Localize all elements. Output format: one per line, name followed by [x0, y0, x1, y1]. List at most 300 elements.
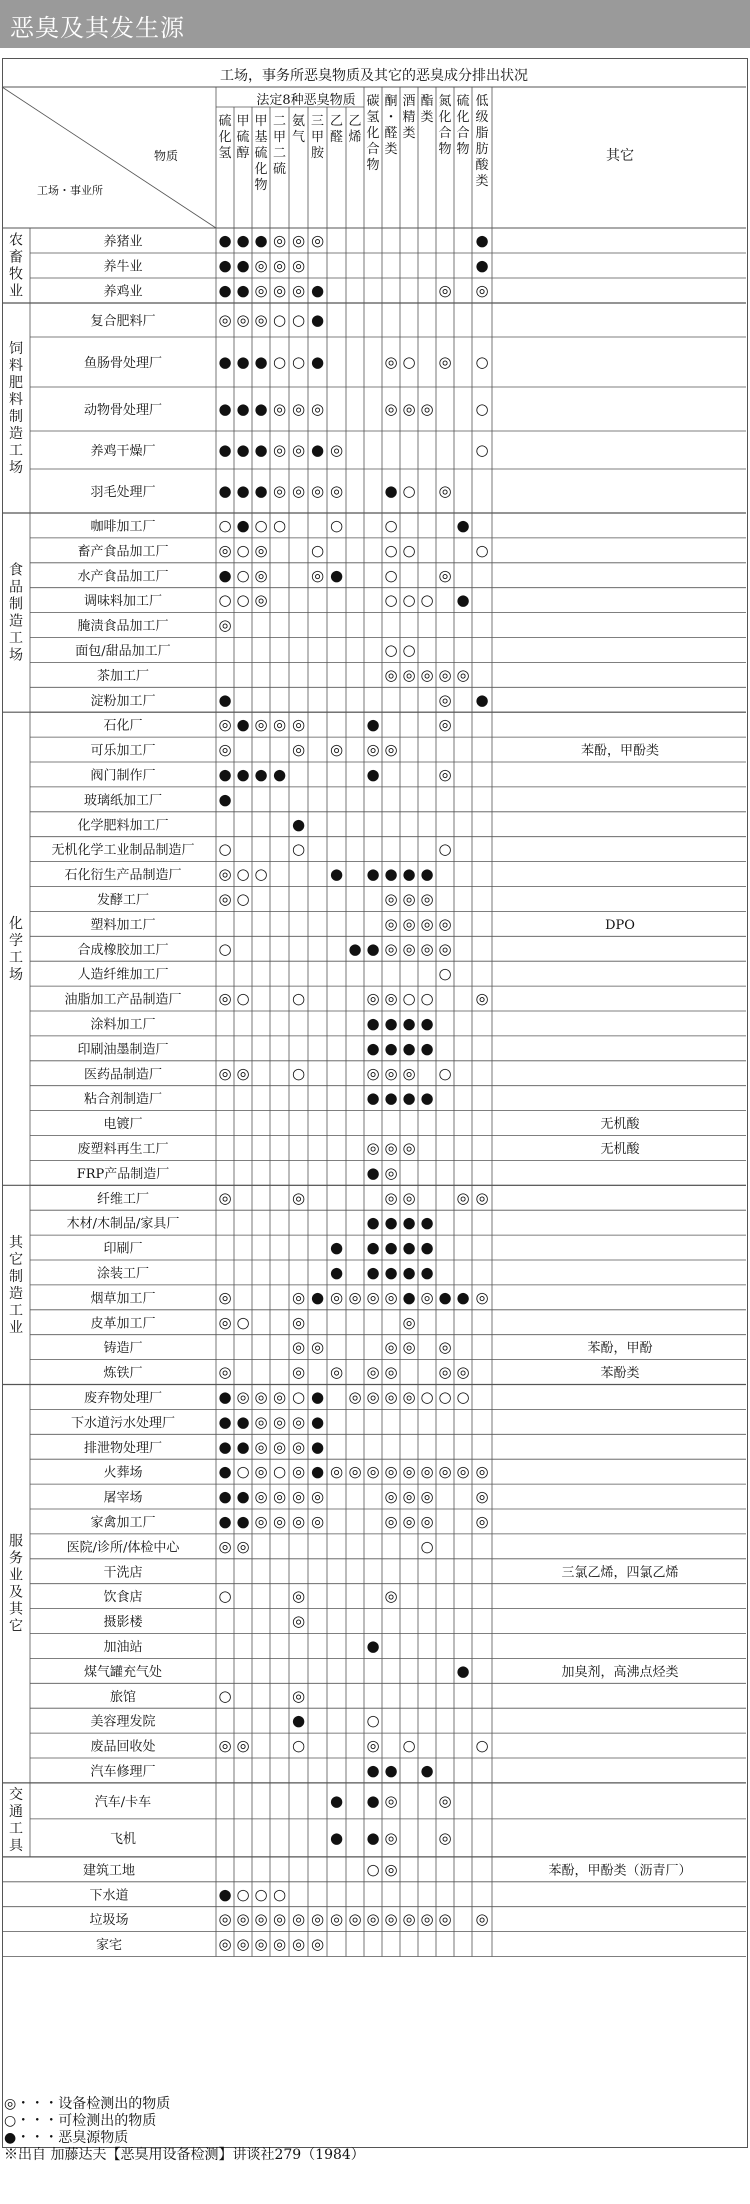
- cell-mark: ◎: [366, 1363, 380, 1382]
- cell-mark: ◎: [384, 400, 398, 418]
- cell-mark: ◎: [420, 939, 434, 958]
- cell-mark: ○: [218, 1587, 232, 1606]
- cell-mark: ●: [456, 591, 470, 610]
- cell-mark: ●: [402, 1263, 416, 1282]
- cell-mark: ◎: [254, 1462, 268, 1481]
- cell-mark: ○: [420, 591, 434, 610]
- cell-mark: ○: [291, 840, 306, 859]
- cell-mark: ◎: [366, 1910, 380, 1929]
- cell-mark: ○: [236, 541, 250, 560]
- cell-mark: ●: [438, 1288, 452, 1307]
- cell-mark: ●: [384, 865, 398, 884]
- cell-mark: ◎: [384, 889, 398, 908]
- cell-mark: ◎: [291, 1412, 306, 1431]
- cell-mark: ●: [420, 1213, 434, 1232]
- legend: [4, 2096, 744, 2164]
- row-label: 炼铁厂: [103, 1366, 143, 1382]
- cell-mark: ◎: [291, 1338, 306, 1357]
- cell-mark: ◎: [475, 1512, 489, 1531]
- row-label: 阀门制作厂: [90, 768, 156, 784]
- cell-mark: ◎: [236, 1064, 250, 1083]
- cell-mark: ●: [310, 1437, 325, 1456]
- cell-mark: ●: [475, 231, 489, 250]
- legend-detectable: ○・・・可检测出的物质: [4, 2113, 157, 2129]
- cell-mark: ◎: [310, 566, 325, 585]
- cell-mark: ○: [402, 1736, 416, 1755]
- cell-mark: ◎: [310, 1910, 325, 1929]
- cell-mark: ◎: [384, 914, 398, 933]
- cell-mark: ◎: [291, 1487, 306, 1506]
- row-label: 电镀厂: [103, 1117, 143, 1133]
- cell-mark: ●: [402, 1213, 416, 1232]
- row-label: 汽车/卡车: [94, 1794, 152, 1810]
- row-label: 家禽加工厂: [90, 1515, 156, 1531]
- cell-mark: ◎: [236, 311, 250, 329]
- cell-mark: ◎: [272, 1910, 287, 1929]
- cell-mark: ◎: [438, 1828, 452, 1847]
- cell-mark: ◎: [438, 281, 452, 300]
- cell-mark: ◎: [272, 256, 287, 275]
- cell-mark: ○: [272, 311, 287, 329]
- cell-mark: ◎: [254, 541, 268, 560]
- cell-mark: ◎: [366, 740, 380, 759]
- cell-mark: ○: [218, 840, 232, 859]
- cell-mark: ●: [218, 1412, 232, 1431]
- cell-mark: ●: [218, 690, 232, 709]
- cell-mark: ○: [236, 1885, 250, 1904]
- cell-mark: ○: [329, 516, 344, 535]
- cell-mark: ◎: [438, 566, 452, 585]
- category-label: 饲料肥料制造工场: [9, 341, 23, 476]
- row-label: 家宅: [95, 1938, 123, 1954]
- cell-mark: ◎: [218, 1910, 232, 1929]
- cell-mark: ●: [236, 1512, 250, 1531]
- cell-mark: ●: [218, 256, 232, 275]
- row-label: 煤气罐充气处: [83, 1664, 163, 1680]
- cell-mark: ●: [218, 400, 232, 418]
- cell-mark: ○: [291, 989, 306, 1008]
- cell-mark: ◎: [438, 765, 452, 784]
- cell-mark: ○: [291, 1736, 306, 1755]
- cell-mark: ◎: [420, 1462, 434, 1481]
- cell-mark: ◎: [254, 311, 268, 329]
- row-label: 废弃物处理厂: [83, 1390, 163, 1406]
- row-label: 排泄物处理厂: [83, 1440, 163, 1456]
- cell-mark: ◎: [366, 1138, 380, 1157]
- cell-mark: ○: [254, 865, 268, 884]
- cell-mark: ●: [218, 482, 232, 500]
- row-label: 动物骨处理厂: [83, 403, 163, 418]
- cell-mark: ◎: [218, 541, 232, 560]
- cell-mark: ●: [236, 256, 250, 275]
- row-label: 养牛业: [103, 259, 143, 275]
- row-label: 建筑工地: [82, 1863, 136, 1879]
- row-label: 纤维工厂: [96, 1191, 150, 1207]
- cell-mark: ●: [384, 482, 398, 500]
- cell-mark: ◎: [272, 441, 287, 459]
- other-column-header: 其它: [606, 148, 634, 164]
- cell-mark: ○: [384, 516, 398, 535]
- cell-mark: ◎: [438, 1338, 452, 1357]
- column-header-14: 低级脂肪酸类: [475, 94, 489, 189]
- cell-mark: ◎: [236, 1387, 250, 1406]
- row-label: 复合肥料厂: [90, 314, 156, 329]
- cell-mark: ◎: [329, 1910, 344, 1929]
- cell-mark: ◎: [348, 1910, 362, 1929]
- cell-mark: ◎: [254, 715, 268, 734]
- row-label: 饮食店: [103, 1590, 143, 1606]
- cell-mark: ○: [402, 591, 416, 610]
- cell-mark: ◎: [218, 1736, 232, 1755]
- cell-mark: ○: [236, 566, 250, 585]
- cell-mark: ●: [384, 1039, 398, 1058]
- cell-mark: ●: [310, 311, 325, 329]
- cell-mark: ◎: [475, 1487, 489, 1506]
- cell-mark: ◎: [384, 1288, 398, 1307]
- cell-mark: ◎: [384, 1387, 398, 1406]
- cell-mark: ○: [272, 516, 287, 535]
- cell-mark: ●: [402, 1238, 416, 1257]
- cell-mark: ◎: [218, 1188, 232, 1207]
- legend-detected-by-equipment: ◎・・・设备检测出的物质: [4, 2096, 171, 2112]
- cell-mark: ●: [236, 765, 250, 784]
- cell-mark: ◎: [402, 1064, 416, 1083]
- cell-mark: ●: [348, 939, 362, 958]
- cell-mark: ◎: [384, 1791, 398, 1810]
- cell-mark: ◎: [366, 1064, 380, 1083]
- cell-mark: ◎: [272, 231, 287, 250]
- cell-mark: ◎: [384, 665, 398, 684]
- cell-mark: ●: [366, 939, 380, 958]
- cell-mark: ◎: [291, 1313, 306, 1332]
- cell-mark: ◎: [254, 591, 268, 610]
- cell-mark: ◎: [475, 281, 489, 300]
- cell-mark: ◎: [291, 400, 306, 418]
- cell-mark: ●: [402, 1014, 416, 1033]
- cell-mark: ◎: [218, 1363, 232, 1382]
- row-label: 养猪业: [103, 234, 143, 250]
- row-label: 屠宰场: [103, 1490, 143, 1506]
- cell-mark: ●: [329, 1791, 344, 1810]
- cell-mark: ◎: [254, 256, 268, 275]
- column-header-7: 乙烯: [348, 114, 362, 145]
- cell-mark: ●: [291, 815, 306, 834]
- cell-mark: ○: [291, 1387, 306, 1406]
- row-label: 腌渍食品加工厂: [77, 619, 169, 635]
- category-label: 交通工具: [9, 1786, 23, 1854]
- cell-mark: ●: [218, 1512, 232, 1531]
- cell-mark: ●: [236, 1412, 250, 1431]
- row-label: 废品回收处: [90, 1739, 156, 1755]
- row-label: 塑料加工厂: [90, 917, 156, 933]
- cell-mark: ●: [366, 865, 380, 884]
- cell-mark: ○: [272, 1885, 287, 1904]
- category-label: 服务业及其它: [9, 1533, 23, 1635]
- cell-mark: ◎: [402, 1387, 416, 1406]
- cell-mark: ○: [475, 400, 489, 418]
- row-label: 可乐加工厂: [90, 743, 156, 759]
- cell-mark: ◎: [384, 1064, 398, 1083]
- cell-mark: ◎: [329, 740, 344, 759]
- row-other-note: 苯酚，甲酚类（沥青厂）: [548, 1863, 692, 1879]
- page-title: 恶臭及其发生源: [10, 14, 185, 42]
- cell-mark: ○: [218, 1686, 232, 1705]
- cell-mark: ○: [218, 516, 232, 535]
- cell-mark: ◎: [272, 1387, 287, 1406]
- row-label: 调味料加工厂: [83, 594, 163, 610]
- cell-mark: ◎: [384, 989, 398, 1008]
- cell-mark: ○: [291, 353, 306, 371]
- column-header-12: 氮化合物: [438, 94, 452, 157]
- cell-mark: ●: [310, 441, 325, 459]
- cell-mark: ◎: [366, 989, 380, 1008]
- cell-mark: ○: [402, 989, 416, 1008]
- cell-mark: ◎: [384, 740, 398, 759]
- cell-mark: ○: [438, 964, 452, 983]
- cell-mark: ●: [218, 353, 232, 371]
- cell-mark: ◎: [254, 281, 268, 300]
- cell-mark: ◎: [218, 1537, 232, 1556]
- cell-mark: ●: [218, 1885, 232, 1904]
- row-label: 化学肥料加工厂: [77, 818, 169, 834]
- cell-mark: ◎: [329, 1288, 344, 1307]
- cell-mark: ◎: [456, 1363, 470, 1382]
- cell-mark: ◎: [310, 1338, 325, 1357]
- row-label: 烟草加工厂: [90, 1291, 156, 1307]
- cell-mark: ●: [420, 1238, 434, 1257]
- cell-mark: ◎: [384, 1462, 398, 1481]
- cell-mark: ◎: [420, 400, 434, 418]
- column-header-5: 三甲胺: [310, 114, 325, 161]
- cell-mark: ●: [366, 1213, 380, 1232]
- cell-mark: ◎: [329, 1363, 344, 1382]
- cell-mark: ●: [310, 281, 325, 300]
- table-caption: 工场，事务所恶臭物质及其它的恶臭成分排出状况: [220, 68, 528, 84]
- cell-mark: ◎: [236, 1910, 250, 1929]
- cell-mark: ◎: [291, 1910, 306, 1929]
- cell-mark: ●: [456, 516, 470, 535]
- cell-mark: ◎: [329, 482, 344, 500]
- row-label: 油脂加工产品制造厂: [64, 992, 182, 1008]
- column-header-1: 甲硫醇: [236, 114, 250, 161]
- cell-mark: ●: [366, 1791, 380, 1810]
- cell-mark: ○: [236, 989, 250, 1008]
- row-label: 咖啡加工厂: [90, 519, 156, 535]
- cell-mark: ◎: [384, 1828, 398, 1847]
- cell-mark: ●: [420, 1039, 434, 1058]
- diagonal-header-line: [2, 87, 216, 228]
- cell-mark: ●: [384, 1263, 398, 1282]
- cell-mark: ◎: [348, 1387, 362, 1406]
- row-label: 无机化学工业制品制造厂: [51, 843, 195, 859]
- cell-mark: ●: [329, 1828, 344, 1847]
- row-label: 干洗店: [103, 1565, 143, 1581]
- cell-mark: ◎: [254, 566, 268, 585]
- cell-mark: ●: [475, 256, 489, 275]
- row-label: 汽车修理厂: [90, 1764, 156, 1780]
- cell-mark: ◎: [310, 1512, 325, 1531]
- cell-mark: ●: [329, 1238, 344, 1257]
- cell-mark: ○: [456, 1387, 470, 1406]
- cell-mark: ●: [310, 353, 325, 371]
- row-label: 加油站: [103, 1639, 143, 1655]
- cell-mark: ◎: [366, 1288, 380, 1307]
- row-label: 旅馆: [109, 1689, 137, 1705]
- cell-mark: ◎: [329, 1462, 344, 1481]
- cell-mark: ◎: [456, 1188, 470, 1207]
- cell-mark: ◎: [475, 1188, 489, 1207]
- cell-mark: ◎: [438, 939, 452, 958]
- cell-mark: ●: [236, 231, 250, 250]
- cell-mark: ◎: [254, 1437, 268, 1456]
- cell-mark: ●: [384, 1014, 398, 1033]
- column-header-8: 碳氢化合物: [366, 94, 380, 173]
- cell-mark: ◎: [438, 690, 452, 709]
- cell-mark: ◎: [291, 256, 306, 275]
- cell-mark: ◎: [272, 482, 287, 500]
- cell-mark: ◎: [384, 1587, 398, 1606]
- row-label: 美容理发院: [90, 1714, 156, 1730]
- cell-mark: ●: [291, 1711, 306, 1730]
- column-header-4: 氨气: [291, 114, 306, 145]
- cell-mark: ○: [475, 541, 489, 560]
- cell-mark: ○: [254, 516, 268, 535]
- cell-mark: ●: [384, 1238, 398, 1257]
- cell-mark: ●: [310, 1462, 325, 1481]
- cell-mark: ◎: [438, 914, 452, 933]
- cell-mark: ●: [420, 1014, 434, 1033]
- cell-mark: ◎: [384, 1163, 398, 1182]
- row-label: 废塑料再生工厂: [77, 1141, 169, 1157]
- row-label: 养鸡干燥厂: [90, 444, 156, 459]
- cell-mark: ●: [366, 1014, 380, 1033]
- cell-mark: ◎: [402, 1313, 416, 1332]
- cell-mark: ◎: [402, 400, 416, 418]
- cell-mark: ◎: [475, 1288, 489, 1307]
- cell-mark: ○: [236, 1462, 250, 1481]
- cell-mark: ●: [420, 865, 434, 884]
- cell-mark: ◎: [438, 1462, 452, 1481]
- cell-mark: ○: [254, 1885, 268, 1904]
- cell-mark: ◎: [420, 1910, 434, 1929]
- cell-mark: ●: [384, 1213, 398, 1232]
- cell-mark: ◎: [384, 1338, 398, 1357]
- cell-mark: ●: [218, 231, 232, 250]
- cell-mark: ●: [272, 765, 287, 784]
- cell-mark: ◎: [254, 1910, 268, 1929]
- row-label: 下水道: [89, 1888, 129, 1904]
- cell-mark: ◎: [272, 1512, 287, 1531]
- cell-mark: ●: [236, 516, 250, 535]
- cell-mark: ◎: [456, 1462, 470, 1481]
- cell-mark: ●: [475, 690, 489, 709]
- cell-mark: ◎: [272, 400, 287, 418]
- cell-mark: ◎: [438, 665, 452, 684]
- row-other-note: 苯酚，甲酚类: [580, 743, 660, 759]
- cell-mark: ●: [384, 1761, 398, 1780]
- row-label: 医药品制造厂: [83, 1067, 163, 1083]
- cell-mark: ◎: [348, 1462, 362, 1481]
- cell-mark: ◎: [218, 1935, 232, 1954]
- column-header-9: 酮・醛类: [384, 94, 398, 157]
- cell-mark: ●: [254, 400, 268, 418]
- cell-mark: ●: [366, 1089, 380, 1108]
- row-label: 涂装工厂: [96, 1266, 150, 1282]
- row-label: 摄影楼: [103, 1615, 143, 1631]
- cell-mark: ◎: [402, 1487, 416, 1506]
- cell-mark: ●: [218, 1437, 232, 1456]
- cell-mark: ◎: [475, 1910, 489, 1929]
- cell-mark: ○: [218, 939, 232, 958]
- row-other-note: 苯酚类: [600, 1366, 640, 1382]
- cell-mark: ◎: [291, 740, 306, 759]
- cell-mark: ○: [384, 566, 398, 585]
- cell-mark: ◎: [438, 1910, 452, 1929]
- cell-mark: ○: [218, 591, 232, 610]
- cell-mark: ◎: [420, 1288, 434, 1307]
- cell-mark: ◎: [291, 281, 306, 300]
- cell-mark: ○: [272, 1462, 287, 1481]
- cell-mark: ○: [475, 1736, 489, 1755]
- row-other-note: 无机酸: [600, 1117, 640, 1133]
- cell-mark: ◎: [272, 1487, 287, 1506]
- cell-mark: ◎: [254, 1935, 268, 1954]
- cell-mark: ○: [438, 840, 452, 859]
- cell-mark: ◎: [384, 1138, 398, 1157]
- cell-mark: ◎: [310, 482, 325, 500]
- cell-mark: ◎: [438, 1791, 452, 1810]
- row-label: 合成橡胶加工厂: [77, 942, 169, 958]
- row-label: 畜产食品加工厂: [77, 544, 169, 560]
- cell-mark: ●: [384, 1089, 398, 1108]
- cell-mark: ○: [236, 1313, 250, 1332]
- cell-mark: ◎: [272, 715, 287, 734]
- row-label: 水产食品加工厂: [77, 569, 169, 585]
- cell-mark: ○: [475, 441, 489, 459]
- row-label: 人造纤维加工厂: [77, 967, 169, 983]
- row-label: 发酵工厂: [96, 892, 150, 908]
- diagonal-header-substance: 物质: [153, 149, 179, 163]
- cell-mark: ◎: [236, 1935, 250, 1954]
- cell-mark: ◎: [420, 889, 434, 908]
- cell-mark: ●: [420, 1263, 434, 1282]
- row-label: 鱼肠骨处理厂: [83, 356, 163, 371]
- cell-mark: ◎: [218, 740, 232, 759]
- cell-mark: ◎: [475, 1462, 489, 1481]
- cell-mark: ◎: [402, 1338, 416, 1357]
- cell-mark: ●: [366, 1039, 380, 1058]
- cell-mark: ◎: [291, 1512, 306, 1531]
- cell-mark: ●: [402, 1288, 416, 1307]
- cell-mark: ◎: [291, 1612, 306, 1631]
- cell-mark: ●: [420, 1089, 434, 1108]
- cell-mark: ○: [438, 1387, 452, 1406]
- category-label: 化学工场: [9, 915, 23, 983]
- cell-mark: ◎: [218, 1064, 232, 1083]
- cell-mark: ●: [236, 1487, 250, 1506]
- cell-mark: ●: [366, 1163, 380, 1182]
- cell-mark: ○: [402, 482, 416, 500]
- row-label: 皮革加工厂: [90, 1316, 156, 1332]
- cell-mark: ○: [384, 640, 398, 659]
- cell-mark: ◎: [218, 889, 232, 908]
- cell-mark: ◎: [402, 1188, 416, 1207]
- cell-mark: ◎: [366, 1462, 380, 1481]
- cell-mark: ◎: [218, 616, 232, 635]
- cell-mark: ◎: [236, 1736, 250, 1755]
- row-other-note: 无机酸: [600, 1141, 640, 1157]
- cell-mark: ●: [218, 281, 232, 300]
